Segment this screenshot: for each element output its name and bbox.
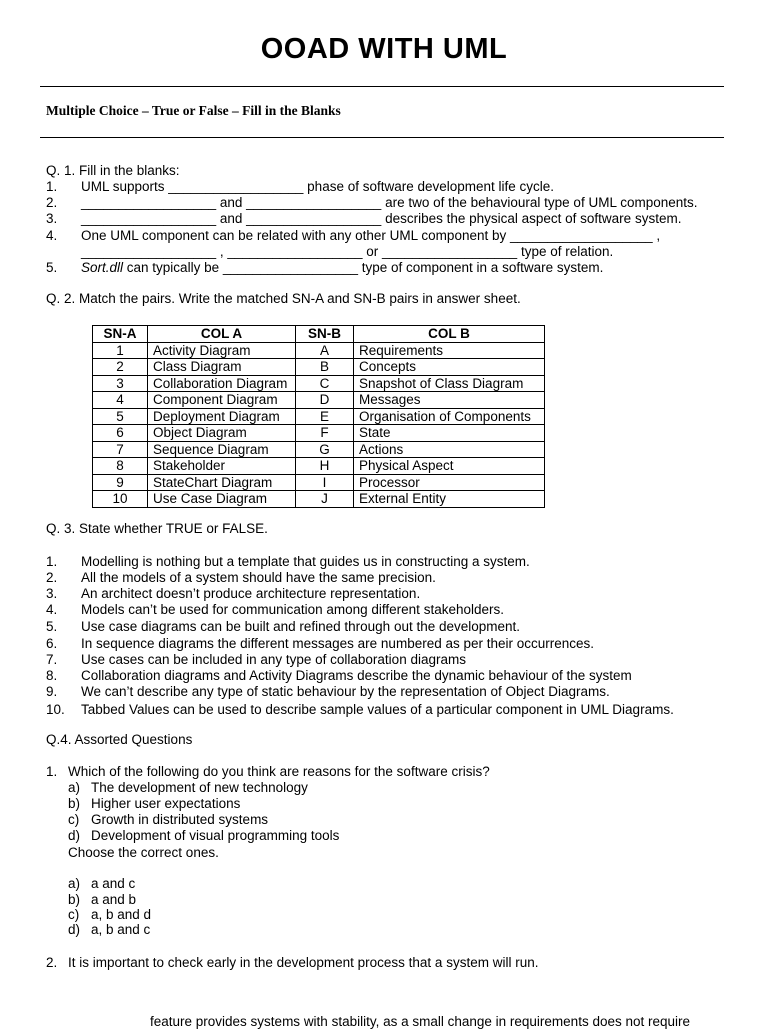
q3-item-text: Modelling is nothing but a template that guides us in constructing a system. bbox=[81, 554, 530, 569]
cell-col-a: Activity Diagram bbox=[148, 342, 296, 359]
q1-item-number: 1. bbox=[46, 179, 58, 194]
q3-heading: Q. 3. State whether TRUE or FALSE. bbox=[46, 521, 268, 536]
cell-col-b: Concepts bbox=[354, 359, 545, 376]
cell-col-a: Sequence Diagram bbox=[148, 441, 296, 458]
option-text: The development of new technology bbox=[91, 780, 308, 795]
q3-item-number: 5. bbox=[46, 619, 58, 634]
cell-sn-b: B bbox=[296, 359, 354, 376]
cell-col-b: State bbox=[354, 425, 545, 442]
q3-item-number: 8. bbox=[46, 668, 58, 683]
q3-item-text: Use cases can be included in any type of collaboration diagrams bbox=[81, 652, 466, 667]
option-text: Growth in distributed systems bbox=[91, 812, 269, 827]
cell-sn-b: H bbox=[296, 458, 354, 475]
cell-col-a: Class Diagram bbox=[148, 359, 296, 376]
cell-col-b: Requirements bbox=[354, 342, 545, 359]
answer-text: a, b and c bbox=[91, 922, 151, 937]
cell-col-a: Stakeholder bbox=[148, 458, 296, 475]
option-label: a) bbox=[68, 780, 81, 795]
option-label: b) bbox=[68, 796, 81, 811]
cell-sn-b: C bbox=[296, 375, 354, 392]
cell-col-a: StateChart Diagram bbox=[148, 474, 296, 491]
q1-item-number: 3. bbox=[46, 211, 58, 226]
cell-col-b: External Entity bbox=[354, 491, 545, 508]
italic-filename: Sort.dll bbox=[81, 260, 124, 275]
table-row bbox=[93, 375, 545, 392]
q4-question-number: 1. bbox=[46, 764, 58, 779]
q2-heading: Q. 2. Match the pairs. Write the matched SN-A and SN-B pairs in answer sheet. bbox=[46, 291, 521, 306]
cell-col-b: Snapshot of Class Diagram bbox=[354, 375, 545, 392]
table-row bbox=[93, 359, 545, 376]
cell-sn-a: 5 bbox=[93, 408, 148, 425]
q3-item-text: In sequence diagrams the different messages are numbered as per their occurrences. bbox=[81, 636, 595, 651]
cell-col-a: Component Diagram bbox=[148, 392, 296, 409]
cell-sn-b: J bbox=[296, 491, 354, 508]
header-sn-a: SN-A bbox=[93, 326, 148, 343]
answer-label: d) bbox=[68, 922, 81, 937]
cell-sn-a: 4 bbox=[93, 392, 148, 409]
table-row bbox=[93, 408, 545, 425]
top-divider bbox=[40, 86, 724, 87]
q3-item-number: 6. bbox=[46, 636, 58, 651]
cell-sn-a: 8 bbox=[93, 458, 148, 475]
header-sn-b: SN-B bbox=[296, 326, 354, 343]
q3-item-text: Collaboration diagrams and Activity Diagrams describe the dynamic behaviour of the system bbox=[81, 668, 632, 683]
q3-item-number: 10. bbox=[46, 702, 65, 717]
instruction-text: Choose the correct ones. bbox=[68, 845, 219, 860]
q3-item-number: 3. bbox=[46, 586, 58, 601]
cell-sn-b: F bbox=[296, 425, 354, 442]
q3-item-text: Tabbed Values can be used to describe sample values of a particular component in UML Diagrams. bbox=[81, 702, 674, 717]
answer-text: a and c bbox=[91, 876, 136, 891]
page-title: OOAD WITH UML bbox=[260, 33, 508, 65]
q3-item-number: 4. bbox=[46, 602, 58, 617]
match-pairs-table bbox=[92, 325, 545, 508]
q1-item-number: 2. bbox=[46, 195, 58, 210]
header-col-b: COL B bbox=[354, 326, 545, 343]
table-row bbox=[93, 491, 545, 508]
q3-item-text: Use case diagrams can be built and refined through out the development. bbox=[81, 619, 521, 634]
option-text: Development of visual programming tools bbox=[91, 828, 340, 843]
cell-col-a: Deployment Diagram bbox=[148, 408, 296, 425]
cell-col-a: Use Case Diagram bbox=[148, 491, 296, 508]
q1-item-number: 5. bbox=[46, 260, 58, 275]
cell-col-b: Organisation of Components bbox=[354, 408, 545, 425]
q1-item-text: UML supports __________________ phase of software development life cycle. bbox=[81, 179, 555, 194]
q1-item-text-rest: can typically be __________________ type of component in a software system. bbox=[123, 260, 604, 275]
header-col-a: COL A bbox=[148, 326, 296, 343]
table-row bbox=[93, 342, 545, 359]
q3-item-number: 7. bbox=[46, 652, 58, 667]
table-header-row bbox=[93, 326, 545, 343]
table-row bbox=[93, 441, 545, 458]
cell-sn-b: I bbox=[296, 474, 354, 491]
q1-item-text: __________________ , __________________ or __________________ type of relation. bbox=[81, 244, 614, 259]
q3-item-number: 2. bbox=[46, 570, 58, 585]
q4-heading: Q.4. Assorted Questions bbox=[46, 732, 193, 747]
answer-label: a) bbox=[68, 876, 81, 891]
table-row bbox=[93, 392, 545, 409]
q4-question-text: Which of the following do you think are reasons for the software crisis? bbox=[68, 764, 490, 779]
q4-question-text: It is important to check early in the development process that a system will run. bbox=[68, 955, 539, 970]
cell-col-a: Collaboration Diagram bbox=[148, 375, 296, 392]
cell-sn-b: A bbox=[296, 342, 354, 359]
q4-question-number: 2. bbox=[46, 955, 58, 970]
cell-sn-a: 10 bbox=[93, 491, 148, 508]
cell-col-a: Object Diagram bbox=[148, 425, 296, 442]
q1-heading: Q. 1. Fill in the blanks: bbox=[46, 163, 180, 178]
subtitle-divider bbox=[40, 137, 724, 138]
cell-sn-a: 6 bbox=[93, 425, 148, 442]
q3-item-number: 9. bbox=[46, 684, 58, 699]
table-row bbox=[93, 474, 545, 491]
subtitle: Multiple Choice – True or False – Fill in the Blanks bbox=[46, 103, 341, 118]
cell-sn-a: 9 bbox=[93, 474, 148, 491]
cell-sn-a: 2 bbox=[93, 359, 148, 376]
option-label: c) bbox=[68, 812, 80, 827]
option-label: d) bbox=[68, 828, 81, 843]
cell-sn-b: G bbox=[296, 441, 354, 458]
cell-sn-a: 3 bbox=[93, 375, 148, 392]
cell-col-b: Actions bbox=[354, 441, 545, 458]
table-row bbox=[93, 425, 545, 442]
q3-item-text: We can’t describe any type of static behaviour by the representation of Object Diagrams. bbox=[81, 684, 610, 699]
answer-label: b) bbox=[68, 892, 81, 907]
q1-item-text: One UML component can be related with any other UML component by ___________________ , bbox=[81, 228, 661, 243]
answer-text: a, b and d bbox=[91, 907, 152, 922]
answer-label: c) bbox=[68, 907, 80, 922]
cell-col-b: Messages bbox=[354, 392, 545, 409]
q3-item-number: 1. bbox=[46, 554, 58, 569]
cell-sn-a: 7 bbox=[93, 441, 148, 458]
q3-item-text: Models can’t be used for communication among different stakeholders. bbox=[81, 602, 504, 617]
cell-col-b: Processor bbox=[354, 474, 545, 491]
q3-item-text: An architect doesn’t produce architecture representation. bbox=[81, 586, 421, 601]
q1-item-number: 4. bbox=[46, 228, 58, 243]
q1-item-text bbox=[81, 260, 603, 276]
cell-col-b: Physical Aspect bbox=[354, 458, 545, 475]
cutoff-text-line: feature provides systems with stability, as a small change in requirements does not require bbox=[150, 1014, 691, 1029]
q1-item-text: __________________ and __________________ are two of the behavioural type of UML components. bbox=[81, 195, 698, 210]
option-text: Higher user expectations bbox=[91, 796, 241, 811]
cell-sn-b: E bbox=[296, 408, 354, 425]
cell-sn-a: 1 bbox=[93, 342, 148, 359]
cell-sn-b: D bbox=[296, 392, 354, 409]
table-row bbox=[93, 458, 545, 475]
q3-item-text: All the models of a system should have the same precision. bbox=[81, 570, 436, 585]
q1-item-text: __________________ and __________________ describes the physical aspect of software system. bbox=[81, 211, 682, 226]
answer-text: a and b bbox=[91, 892, 137, 907]
